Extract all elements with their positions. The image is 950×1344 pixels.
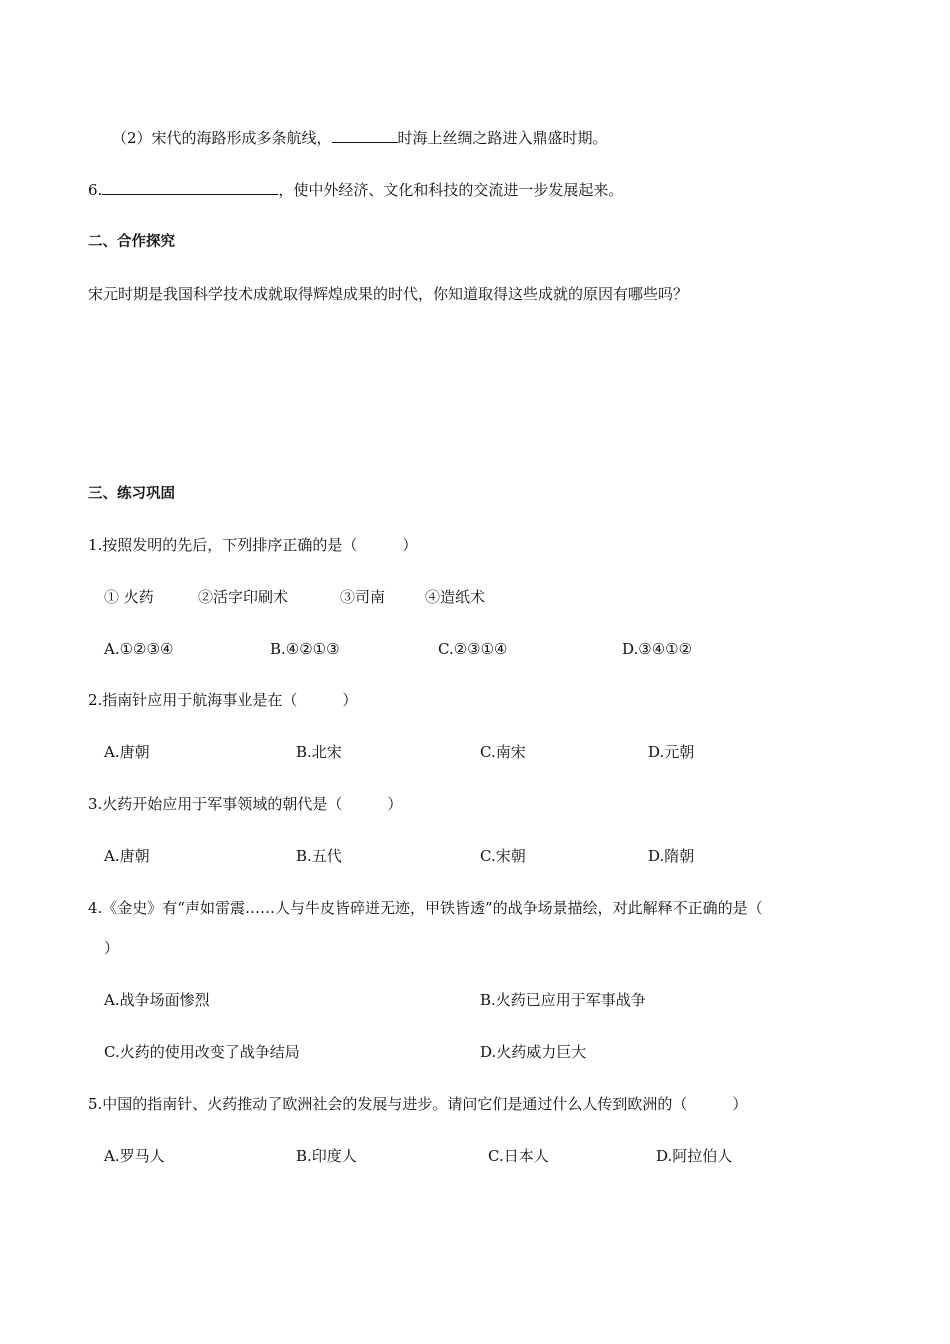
answer-option[interactable]: D.隋朝 [648,847,695,865]
fill-text-after: 时海上丝绸之路进入鼎盛时期。 [397,129,608,147]
question-number: 6. [88,181,103,199]
section-heading: 三、练习巩固 [88,486,175,502]
answer-option[interactable]: B.印度人 [296,1147,357,1165]
answer-option[interactable]: B.火药已应用于军事战争 [480,991,646,1009]
fill-text-after: ，使中外经济、文化和科技的交流进一步发展起来。 [278,181,624,199]
question-stem: 5.中国的指南针、火药推动了欧洲社会的发展与进步。请问它们是通过什么人传到欧洲的（ ） [88,1095,748,1113]
answer-option[interactable]: C.日本人 [488,1147,549,1165]
list-item: ③司南 [340,588,386,606]
answer-option[interactable]: C.宋朝 [480,847,526,865]
answer-option[interactable]: A.唐朝 [104,847,150,865]
answer-blank[interactable] [102,180,278,195]
question-stem: 4.《金史》有“声如雷震……人与牛皮皆碎迸无迹，甲铁皆透”的战争场景描绘，对此解释不正确的是（ [88,899,763,917]
fill-question-6 [88,180,623,200]
list-item: ②活字印刷术 [198,588,289,606]
fill-question-5-2 [112,128,608,148]
fill-text-before: （2）宋代的海路形成多条航线， [112,129,332,147]
question-stem: 1.按照发明的先后，下列排序正确的是（ ） [88,536,418,554]
answer-option[interactable]: C.火药的使用改变了战争结局 [104,1043,300,1061]
discussion-question: 宋元时期是我国科学技术成就取得辉煌成果的时代，你知道取得这些成就的原因有哪些吗？ [88,285,689,303]
section-heading: 二、合作探究 [88,234,175,250]
question-stem-continuation: ） [104,939,120,957]
answer-option[interactable]: D.③④①② [622,640,693,658]
answer-option[interactable]: D.火药威力巨大 [480,1043,587,1061]
answer-blank[interactable] [332,128,398,143]
question-stem: 3.火药开始应用于军事领域的朝代是（ ） [88,795,403,813]
answer-option[interactable]: D.元朝 [648,743,695,761]
list-item: ④造纸术 [425,588,486,606]
answer-option[interactable]: B.五代 [296,847,342,865]
answer-option[interactable]: A.罗马人 [104,1147,165,1165]
answer-option[interactable]: C.②③①④ [438,640,508,658]
answer-option[interactable]: A.战争场面惨烈 [104,991,210,1009]
answer-option[interactable]: D.阿拉伯人 [656,1147,733,1165]
answer-option[interactable]: B.北宋 [296,743,342,761]
answer-option[interactable]: C.南宋 [480,743,526,761]
answer-option[interactable]: B.④②①③ [270,640,340,658]
list-item: ① 火药 [104,588,154,606]
answer-option[interactable]: A.唐朝 [104,743,150,761]
answer-option[interactable]: A.①②③④ [104,640,174,658]
question-stem: 2.指南针应用于航海事业是在（ ） [88,691,358,709]
